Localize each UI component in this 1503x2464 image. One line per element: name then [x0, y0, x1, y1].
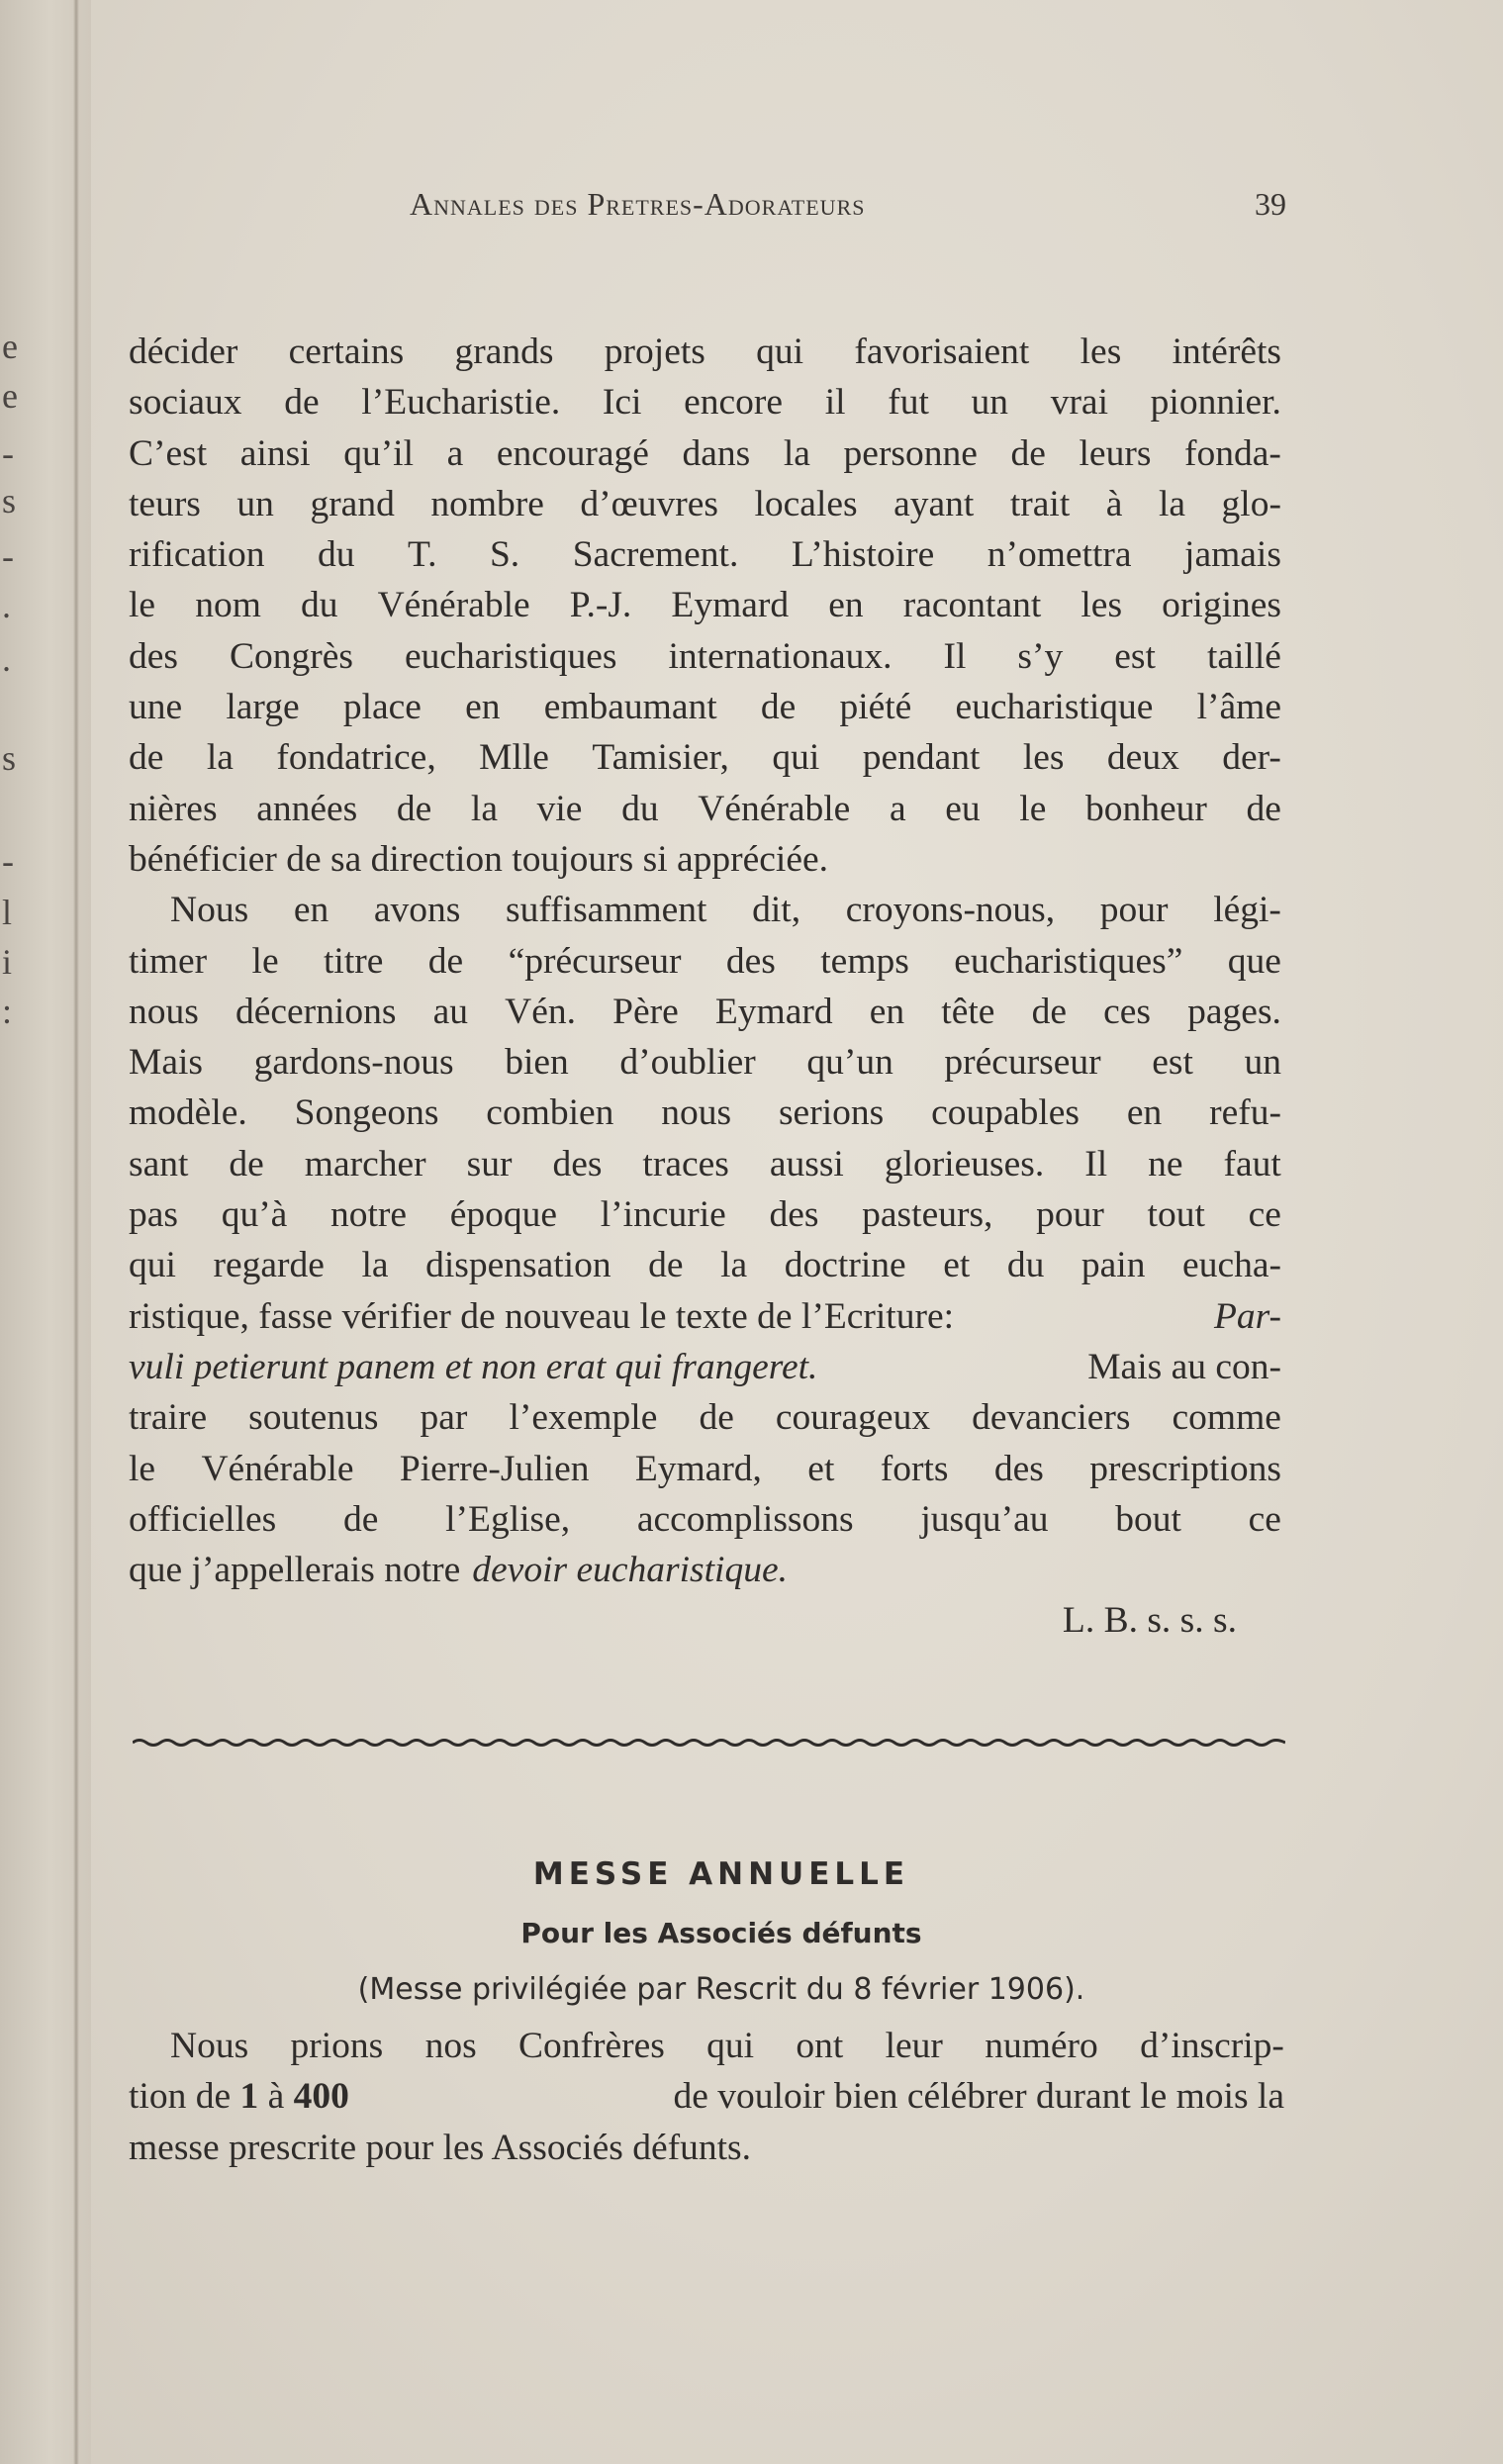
word: pour	[1099, 890, 1169, 931]
word: rification	[129, 534, 265, 576]
word: bout	[1115, 1498, 1181, 1540]
margin-fragment: s	[2, 481, 17, 521]
text-span: à	[267, 2076, 285, 2118]
word: s’y	[1017, 635, 1064, 677]
word: pages.	[1187, 991, 1281, 1032]
word: eu	[945, 788, 981, 829]
word: la	[206, 737, 234, 779]
word: pain	[1080, 1245, 1146, 1286]
signature: L. B. s. s. s.	[1062, 1600, 1237, 1642]
word: pas	[129, 1194, 178, 1236]
word: Mlle	[479, 737, 549, 779]
word: de	[342, 1498, 379, 1540]
word: T.	[407, 534, 437, 576]
word: des	[725, 940, 776, 982]
word: P.-J.	[569, 585, 632, 626]
word: de	[699, 1397, 734, 1439]
word: racontant	[902, 585, 1042, 626]
text-line	[129, 1494, 1281, 1545]
notice-note: (Messe privilégiée par Rescrit du 8 février 1906).	[357, 1972, 1085, 2007]
word: nombre	[430, 483, 544, 524]
word: époque	[449, 1194, 558, 1236]
word: jamais	[1184, 534, 1281, 576]
word: C’est	[129, 432, 208, 474]
word: accomplissons	[636, 1498, 854, 1540]
word: nos	[424, 2026, 477, 2066]
word: qui	[129, 1245, 176, 1286]
text-line	[129, 428, 1281, 479]
word: et	[943, 1245, 971, 1286]
text-line	[129, 2071, 1284, 2122]
word: coupables	[931, 1092, 1080, 1134]
word: refu-	[1209, 1092, 1281, 1134]
word: des	[993, 1448, 1044, 1489]
word: internationaux.	[668, 635, 892, 677]
word: tête	[941, 991, 995, 1032]
number-from: 1	[239, 2076, 259, 2118]
word: qu’il	[343, 432, 415, 474]
word: modèle.	[129, 1092, 247, 1134]
italic-span: vuli petierunt panem et non erat qui frangeret.	[129, 1346, 818, 1387]
binding-fold	[73, 0, 79, 2464]
number-to: 400	[293, 2076, 349, 2118]
word: doctrine	[784, 1245, 906, 1286]
word: large	[226, 687, 300, 728]
word: légi-	[1213, 890, 1281, 931]
word: Eymard	[714, 991, 833, 1032]
word: nous	[129, 991, 199, 1032]
word: nous	[661, 1092, 732, 1134]
word: sociaux	[129, 382, 242, 424]
word: de	[284, 382, 320, 424]
word: piété	[839, 687, 912, 728]
notice-title: MESSE ANNUELLE	[532, 1856, 910, 1892]
word: trait	[1009, 483, 1071, 524]
word: personne	[843, 432, 978, 474]
text-line	[129, 479, 1281, 529]
word: Vénérable	[698, 788, 851, 829]
word: aussi	[769, 1143, 844, 1185]
word: fonda-	[1184, 432, 1281, 474]
word: au	[432, 991, 468, 1032]
word: regarde	[213, 1245, 325, 1286]
word: une	[129, 687, 183, 728]
word: embaumant	[543, 687, 717, 728]
word: pour	[1036, 1194, 1104, 1236]
text-line	[129, 1444, 1281, 1494]
page-number: 39	[1255, 186, 1286, 222]
word: en	[828, 585, 864, 626]
word: glorieuses.	[884, 1143, 1045, 1185]
margin-fragment: -	[2, 841, 14, 881]
word: teurs	[129, 483, 201, 524]
word: sur	[466, 1143, 513, 1185]
word: prescriptions	[1089, 1448, 1281, 1489]
word: Vénérable	[201, 1448, 354, 1489]
word: notre	[330, 1194, 408, 1236]
text-line	[129, 1240, 1281, 1290]
word: Ici	[602, 382, 642, 424]
word: “précurseur	[508, 940, 682, 982]
word: qu’à	[221, 1194, 288, 1236]
word: Vén.	[505, 991, 576, 1032]
word: leur	[885, 2026, 943, 2066]
word: projets	[604, 332, 705, 372]
word: a	[446, 432, 464, 474]
word: sant	[129, 1143, 189, 1185]
word: dans	[682, 432, 751, 474]
word: Nous	[170, 890, 249, 931]
margin-fragment: .	[2, 639, 11, 679]
word: qui	[756, 332, 804, 372]
word: prions	[290, 2026, 384, 2066]
word: l’exemple	[509, 1397, 658, 1439]
word: les	[1080, 332, 1122, 372]
text-line	[129, 1392, 1281, 1443]
running-title: Annales des Pretres-Adorateurs	[410, 186, 866, 222]
word: est	[1152, 1042, 1193, 1084]
word: précurseur	[944, 1042, 1101, 1084]
word: de	[129, 737, 164, 779]
word: la	[1158, 483, 1186, 524]
word: Sacrement.	[572, 534, 739, 576]
word: faut	[1223, 1143, 1281, 1185]
text-line	[129, 936, 1281, 987]
text-span: de vouloir bien célébrer durant le mois la	[673, 2076, 1284, 2118]
word: du	[621, 788, 659, 829]
word: encouragé	[496, 432, 649, 474]
word: des	[129, 635, 178, 677]
word: eucharistiques	[405, 635, 617, 677]
word: croyons-nous,	[845, 890, 1056, 931]
word: pasteurs,	[862, 1194, 993, 1236]
word: Il	[1084, 1143, 1108, 1185]
wavy-divider	[133, 1736, 1285, 1750]
text-span	[129, 2071, 349, 2122]
text-line	[129, 682, 1281, 732]
word: est	[1114, 635, 1156, 677]
word: soutenus	[248, 1397, 379, 1439]
word: numéro	[985, 2026, 1098, 2066]
word: ont	[796, 2026, 844, 2066]
word: eucharistiques”	[954, 940, 1183, 982]
text-line	[129, 529, 1281, 580]
word: Père	[612, 991, 679, 1032]
text-span: ristique, fasse vérifier de nouveau le texte de l’Ecriture:	[129, 1295, 955, 1337]
word: der-	[1222, 737, 1281, 779]
word: Eymard,	[634, 1448, 762, 1489]
word: fut	[888, 382, 929, 424]
text-line	[129, 1088, 1281, 1138]
italic-span: Par-	[1214, 1295, 1281, 1337]
word: jusqu’au	[920, 1498, 1049, 1540]
word: comme	[1172, 1397, 1281, 1439]
word: Pierre-Julien	[399, 1448, 590, 1489]
word: que	[1227, 940, 1281, 982]
word: Tamisier,	[592, 737, 729, 779]
text-line	[129, 1342, 1281, 1392]
word: les	[1022, 737, 1065, 779]
text-line	[129, 631, 1281, 682]
margin-fragment: l	[2, 893, 13, 932]
margin-fragment: e	[2, 327, 18, 366]
word: nom	[195, 585, 261, 626]
word: années	[256, 788, 358, 829]
word: il	[824, 382, 846, 424]
text-line	[129, 732, 1281, 783]
word: Nous	[170, 2026, 249, 2066]
text-line: messe prescrite pour les Associés défunts.	[129, 2127, 752, 2168]
word: l’incurie	[600, 1194, 726, 1236]
word: S.	[489, 534, 520, 576]
word: qui	[772, 737, 820, 779]
word: traces	[642, 1143, 729, 1185]
word: des	[769, 1194, 819, 1236]
word: gardons-nous	[253, 1042, 454, 1084]
word: qui	[706, 2026, 755, 2066]
word: la	[361, 1245, 389, 1286]
word: nières	[129, 788, 218, 829]
word: en	[293, 890, 329, 931]
word: d’œuvres	[580, 483, 718, 524]
text-line	[129, 987, 1281, 1037]
word: Mais	[129, 1042, 203, 1084]
word: timer	[129, 940, 208, 982]
word: le	[129, 585, 156, 626]
word: origines	[1162, 585, 1281, 626]
word: le	[1019, 788, 1047, 829]
word: bien	[505, 1042, 569, 1084]
word: grand	[310, 483, 395, 524]
text-line	[129, 580, 1281, 630]
margin-fragment: e	[2, 376, 18, 416]
margin-fragment: i	[2, 942, 13, 982]
word: deux	[1106, 737, 1179, 779]
word: de	[760, 687, 797, 728]
article-text	[129, 327, 1281, 1647]
word: Il	[943, 635, 967, 677]
word: Confrères	[517, 2026, 665, 2066]
text-line	[129, 377, 1281, 427]
word: de	[1031, 991, 1067, 1032]
word: et	[807, 1448, 835, 1489]
italic-span: devoir eucharistique.	[472, 1550, 788, 1591]
word: ainsi	[239, 432, 311, 474]
text-line	[129, 784, 1281, 834]
word: d’oublier	[619, 1042, 756, 1084]
word: les	[1080, 585, 1123, 626]
word: combien	[486, 1092, 614, 1134]
word: Vénérable	[377, 585, 530, 626]
word: un	[236, 483, 274, 524]
word: la	[470, 788, 498, 829]
word: pendant	[862, 737, 981, 779]
word: par	[420, 1397, 468, 1439]
word: Congrès	[230, 635, 353, 677]
word: en	[869, 991, 905, 1032]
word: locales	[754, 483, 858, 524]
word: un	[971, 382, 1009, 424]
word: serions	[778, 1092, 885, 1134]
word: en	[465, 687, 501, 728]
word: l’Eucharistie.	[361, 382, 561, 424]
word: la	[720, 1245, 748, 1286]
word: décernions	[235, 991, 397, 1032]
notice-subtitle: Pour les Associés défunts	[520, 1917, 922, 1949]
word: ne	[1148, 1143, 1183, 1185]
word: l’âme	[1196, 687, 1281, 728]
word: taillé	[1206, 635, 1281, 677]
mass-notice	[129, 1848, 1284, 2173]
text-line	[129, 885, 1281, 935]
text-line	[129, 2021, 1284, 2071]
word: vrai	[1050, 382, 1108, 424]
word: L’histoire	[791, 534, 935, 576]
word: en	[1126, 1092, 1163, 1134]
word: a	[889, 788, 906, 829]
text-span: Mais au con-	[1087, 1346, 1281, 1387]
word: l’Eglise,	[445, 1498, 571, 1540]
word: bonheur	[1085, 788, 1207, 829]
word: dit,	[752, 890, 801, 931]
word: certains	[288, 332, 405, 372]
word: du	[317, 534, 355, 576]
margin-fragment: -	[2, 433, 14, 473]
page-header	[129, 186, 1286, 230]
word: place	[342, 687, 422, 728]
word: vie	[536, 788, 583, 829]
word: avons	[373, 890, 461, 931]
word: du	[300, 585, 338, 626]
word: ce	[1248, 1498, 1281, 1540]
word: Eymard	[671, 585, 790, 626]
word: eucharistique	[955, 687, 1154, 728]
word: n’omettra	[986, 534, 1132, 576]
word: ces	[1103, 991, 1152, 1032]
word: encore	[684, 382, 784, 424]
word: la	[783, 432, 810, 474]
word: glo-	[1221, 483, 1281, 524]
word: des	[552, 1143, 603, 1185]
margin-fragment: .	[2, 586, 11, 625]
margin-fragment: s	[2, 738, 17, 778]
word: dispensation	[425, 1245, 611, 1286]
word: un	[1244, 1042, 1281, 1084]
word: traire	[129, 1397, 208, 1439]
notice-body	[129, 2021, 1284, 2173]
text-span: tion de	[129, 2076, 232, 2118]
word: intérêts	[1172, 332, 1281, 372]
word: eucha-	[1182, 1245, 1281, 1286]
word: ayant	[893, 483, 975, 524]
word: à	[1105, 483, 1123, 524]
word: le	[129, 1448, 156, 1489]
word: qu’un	[806, 1042, 893, 1084]
text-line	[129, 1189, 1281, 1240]
word: d’inscrip-	[1140, 2026, 1284, 2066]
word: de	[229, 1143, 264, 1185]
word: titre	[324, 940, 384, 982]
word: officielles	[129, 1498, 277, 1540]
word: de	[396, 788, 432, 829]
word: décider	[129, 332, 238, 372]
text-span: que j’appellerais notre	[129, 1550, 461, 1591]
word: de	[427, 940, 464, 982]
text-line	[129, 1291, 1281, 1342]
margin-fragment: -	[2, 536, 14, 576]
word: de	[648, 1245, 684, 1286]
word: devanciers	[972, 1397, 1131, 1439]
text-line	[129, 1139, 1281, 1189]
word: grands	[454, 332, 554, 372]
word: Songeons	[294, 1092, 439, 1134]
word: leurs	[1079, 432, 1152, 474]
word: ce	[1248, 1194, 1281, 1236]
text-line	[129, 1545, 1281, 1595]
word: courageux	[775, 1397, 931, 1439]
word: fondatrice,	[276, 737, 436, 779]
word: suffisamment	[506, 890, 707, 931]
text-line	[129, 1037, 1281, 1088]
text-line	[129, 327, 1281, 377]
word: tout	[1147, 1194, 1205, 1236]
word: le	[251, 940, 279, 982]
word: de	[1246, 788, 1281, 829]
word: pionnier.	[1150, 382, 1281, 424]
word: de	[1010, 432, 1046, 474]
word: du	[1006, 1245, 1045, 1286]
text-line: bénéficier de sa direction toujours si appréciée.	[129, 838, 828, 880]
word: favorisaient	[854, 332, 1030, 372]
word: forts	[880, 1448, 949, 1489]
margin-fragment: :	[2, 992, 13, 1031]
word: marcher	[304, 1143, 426, 1185]
word: temps	[820, 940, 909, 982]
